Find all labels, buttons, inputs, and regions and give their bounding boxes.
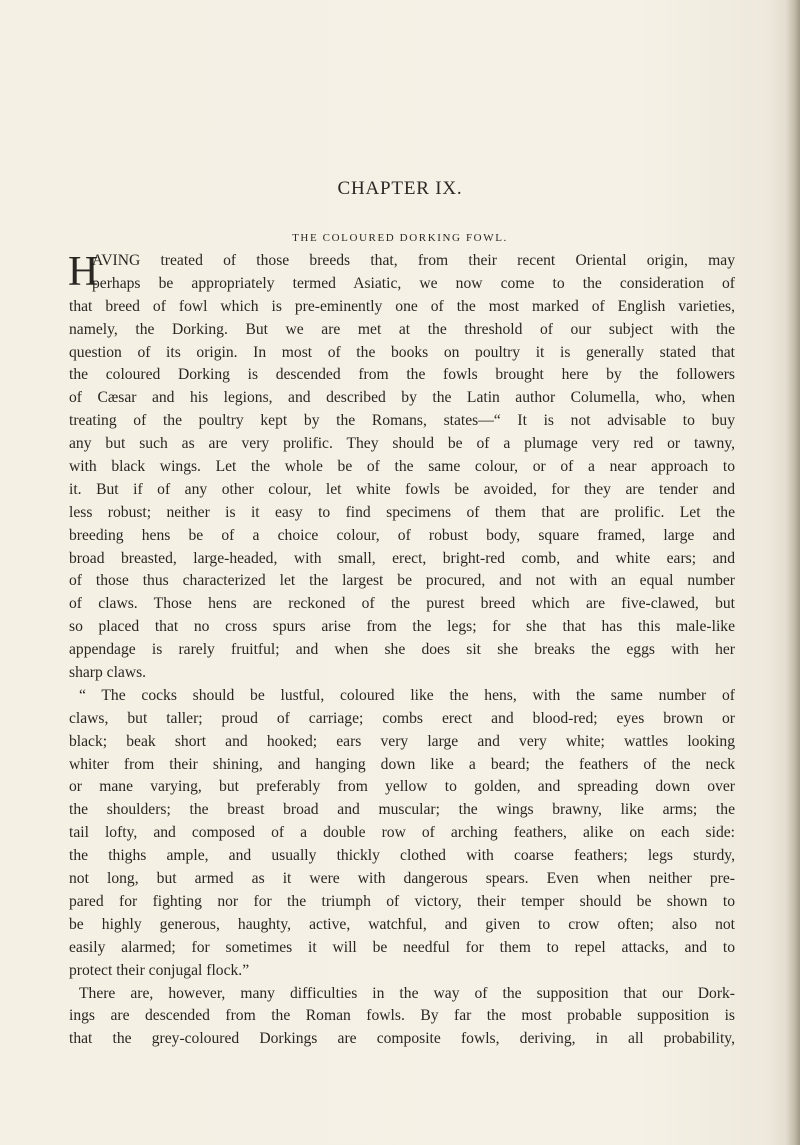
text-line: less robust; neither is it easy to find specimens of them that are prolific. Let the xyxy=(69,503,735,521)
text-line: or mane varying, but preferably from yellow to golden, and spreading down over xyxy=(69,778,735,796)
text-line: of Cæsar and his legions, and described by the Latin author Columella, who, when xyxy=(69,389,735,407)
page-edge-shadow xyxy=(786,0,800,1145)
text-line: appendage is rarely fruitful; and when she does sit she breaks the eggs with her xyxy=(69,641,735,659)
text-line: There are, however, many difficulties in the way of the supposition that our Dork- xyxy=(79,984,735,1002)
text-line: ings are descended from the Roman fowls. By far the most probable supposition is xyxy=(69,1007,735,1025)
text-line: that the grey-coloured Dorkings are composite fowls, deriving, in all probability, xyxy=(69,1030,735,1048)
text-line: the coloured Dorking is descended from the fowls brought here by the followers xyxy=(69,366,735,384)
text-line: of claws. Those hens are reckoned of the purest breed which are five-clawed, but xyxy=(69,595,735,613)
text-line: pared for fighting nor for the triumph of victory, their temper should be shown to xyxy=(69,892,735,910)
text-line: protect their conjugal flock.” xyxy=(69,961,250,979)
text-line: the thighs ample, and usually thickly clothed with coarse feathers; legs sturdy, xyxy=(69,847,735,865)
text-line: any but such as are very prolific. They should be of a plumage very red or tawny, xyxy=(69,435,735,453)
text-line: be highly generous, haughty, active, watchful, and given to crow often; also not xyxy=(69,915,735,933)
chapter-subtitle: THE COLOURED DORKING FOWL. xyxy=(292,232,508,244)
text-line: perhaps be appropriately termed Asiatic, we now come to the consideration of xyxy=(92,274,735,292)
text-line: that breed of fowl which is pre-eminently one of the most marked of English varieties, xyxy=(69,297,735,315)
text-line: “ The cocks should be lustful, coloured like the hens, with the same number of xyxy=(79,686,735,704)
text-line: breeding hens be of a choice colour, of robust body, square framed, large and xyxy=(69,526,735,544)
text-line: the shoulders; the breast broad and muscular; the wings brawny, like arms; the xyxy=(69,801,735,819)
text-line: black; beak short and hooked; ears very large and very white; wattles looking xyxy=(69,732,735,750)
text-line: easily alarmed; for sometimes it will be needful for them to repel attacks, and to xyxy=(69,938,735,956)
drop-cap: H xyxy=(68,249,99,295)
text-line: treating of the poultry kept by the Romans, states—“ It is not advisable to buy xyxy=(69,412,735,430)
text-line: of those thus characterized let the largest be procured, and not with an equal number xyxy=(69,572,735,590)
text-line: tail lofty, and composed of a double row of arching feathers, alike on each side: xyxy=(69,824,735,842)
text-line: claws, but taller; proud of carriage; combs erect and blood-red; eyes brown or xyxy=(69,709,735,727)
text-line: AVING treated of those breeds that, from their recent Oriental origin, may xyxy=(92,252,735,269)
text-line: sharp claws. xyxy=(69,664,147,682)
text-line: with black wings. Let the whole be of the same colour, or of a near approach to xyxy=(69,458,735,476)
text-line: it. But if of any other colour, let white fowls be avoided, for they are tender and xyxy=(69,480,735,498)
text-line: so placed that no cross spurs arise from the legs; for she that has this male-like xyxy=(69,618,735,636)
text-line: broad breasted, large-headed, with small, erect, bright-red comb, and white ears; and xyxy=(69,549,735,567)
text-line: namely, the Dorking. But we are met at the threshold of our subject with the xyxy=(69,320,735,338)
text-line: whiter from their shining, and hanging down like a beard; the feathers of the neck xyxy=(69,755,735,773)
chapter-heading: CHAPTER IX. xyxy=(337,178,463,199)
text-line: not long, but armed as it were with dangerous spears. Even when neither pre- xyxy=(69,870,735,888)
body-text xyxy=(69,250,735,1051)
text-line: question of its origin. In most of the books on poultry it is generally stated that xyxy=(69,343,735,361)
